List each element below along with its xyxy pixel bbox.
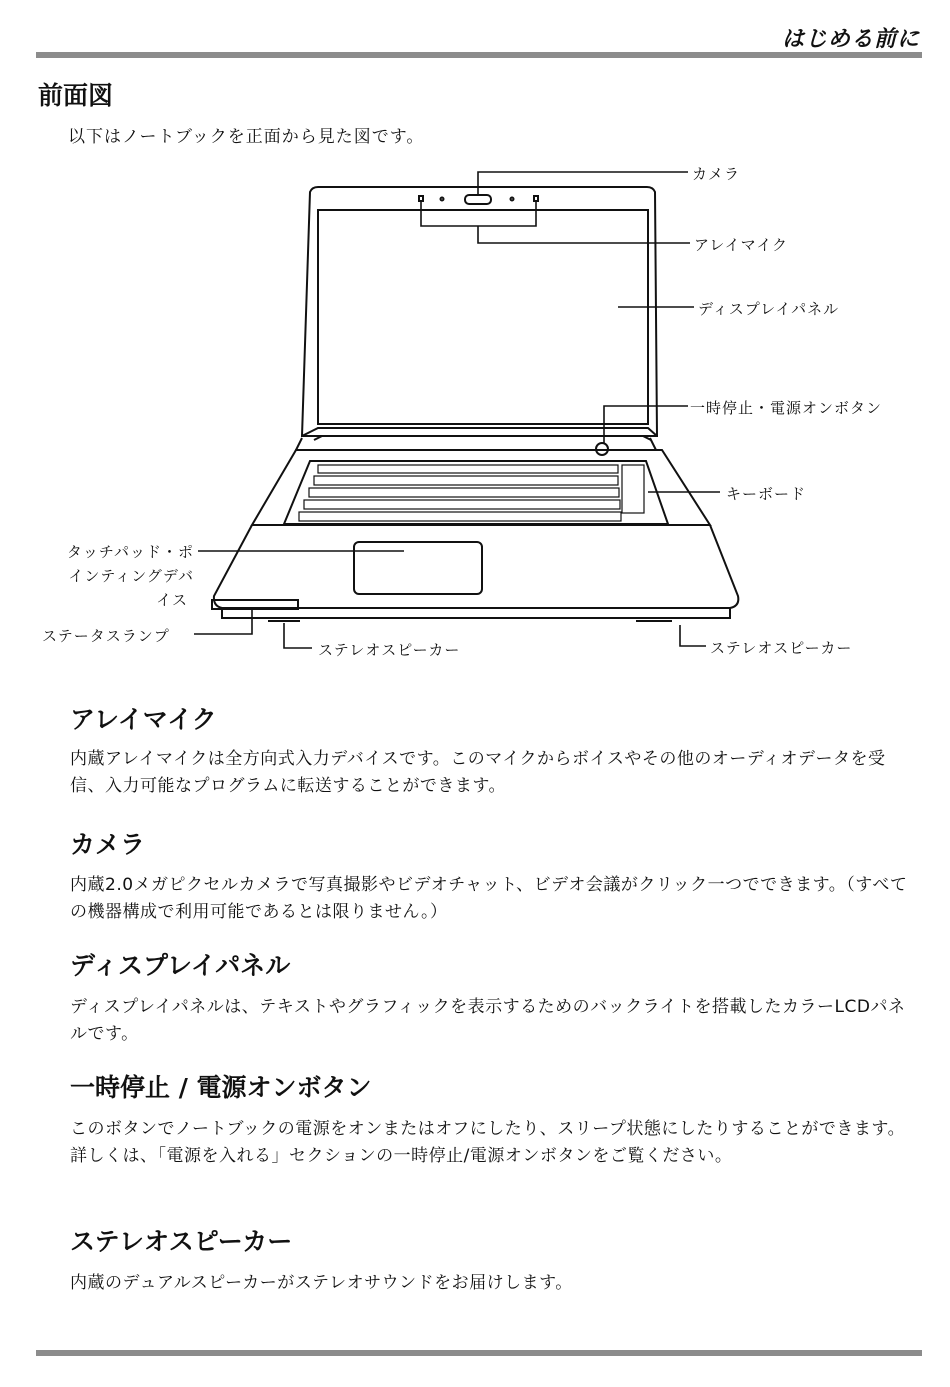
chapter-title: はじめる前に [781, 27, 920, 52]
callout-power-button: 一時停止・電源オンボタン [690, 399, 883, 417]
callout-status-lamp: ステータスランプ [42, 627, 170, 645]
intro-text: 以下はノートブックを正面から見た図です。 [68, 127, 425, 147]
header-rule [36, 52, 922, 58]
callout-array-mic: アレイマイク [694, 236, 789, 254]
lid-outline [302, 187, 657, 436]
touchpad-shape [354, 542, 482, 594]
callout-leaders [194, 172, 720, 648]
heading-stereo-speaker: ステレオスピーカー [70, 1227, 293, 1256]
mic-right [534, 196, 538, 201]
callout-keyboard: キーボード [726, 485, 807, 503]
footer-rule [36, 1350, 922, 1356]
callout-touchpad-line3: イス [156, 591, 188, 609]
keyboard-keys [299, 465, 644, 521]
callout-touchpad-line2: インティングデバ [68, 567, 194, 585]
paragraph-camera: 内蔵2.0メガピクセルカメラで写真撮影やビデオチャット、ビデオ会議がクリック一つでできます。（すべての機器構成で利用可能であるとは限りません。） [70, 875, 908, 922]
mic-left [419, 196, 423, 201]
paragraph-display-panel: ディスプレイパネルは、テキストやグラフィックを表示するためのバックライトを搭載したカラーLCDパネルです。 [70, 997, 906, 1044]
callout-touchpad-line1: タッチパッド・ポ [66, 543, 194, 561]
heading-power-button: 一時停止 / 電源オンボタン [70, 1073, 372, 1102]
laptop-front-view-figure [0, 160, 950, 680]
screen-outline [318, 210, 648, 424]
camera-lens [465, 195, 491, 204]
heading-display-panel: ディスプレイパネル [70, 951, 291, 980]
heading-array-mic: アレイマイク [70, 705, 217, 734]
section-title: 前面図 [38, 81, 114, 110]
callout-speaker-right: ステレオスピーカー [710, 639, 853, 657]
paragraph-array-mic: 内蔵アレイマイクは全方向式入力デバイスです。このマイクからボイスやその他のオーディオデータを受信、入力可能なプログラムに転送することができます。 [70, 749, 886, 796]
callout-display-panel: ディスプレイパネル [698, 300, 840, 318]
paragraph-stereo-speaker: 内蔵のデュアルスピーカーがステレオサウンドをお届けします。 [70, 1273, 573, 1293]
callout-touchpad [26, 540, 194, 612]
paragraph-power-button: このボタンでノートブックの電源をオンまたはオフにしたり、スリープ状態にしたりすることができます。詳しくは、「電源を入れる」セクションの一時停止/電源オンボタンをご覧ください。 [70, 1119, 906, 1166]
callout-camera: カメラ [692, 165, 741, 183]
callout-speaker-left: ステレオスピーカー [318, 641, 461, 659]
heading-camera: カメラ [70, 830, 146, 859]
